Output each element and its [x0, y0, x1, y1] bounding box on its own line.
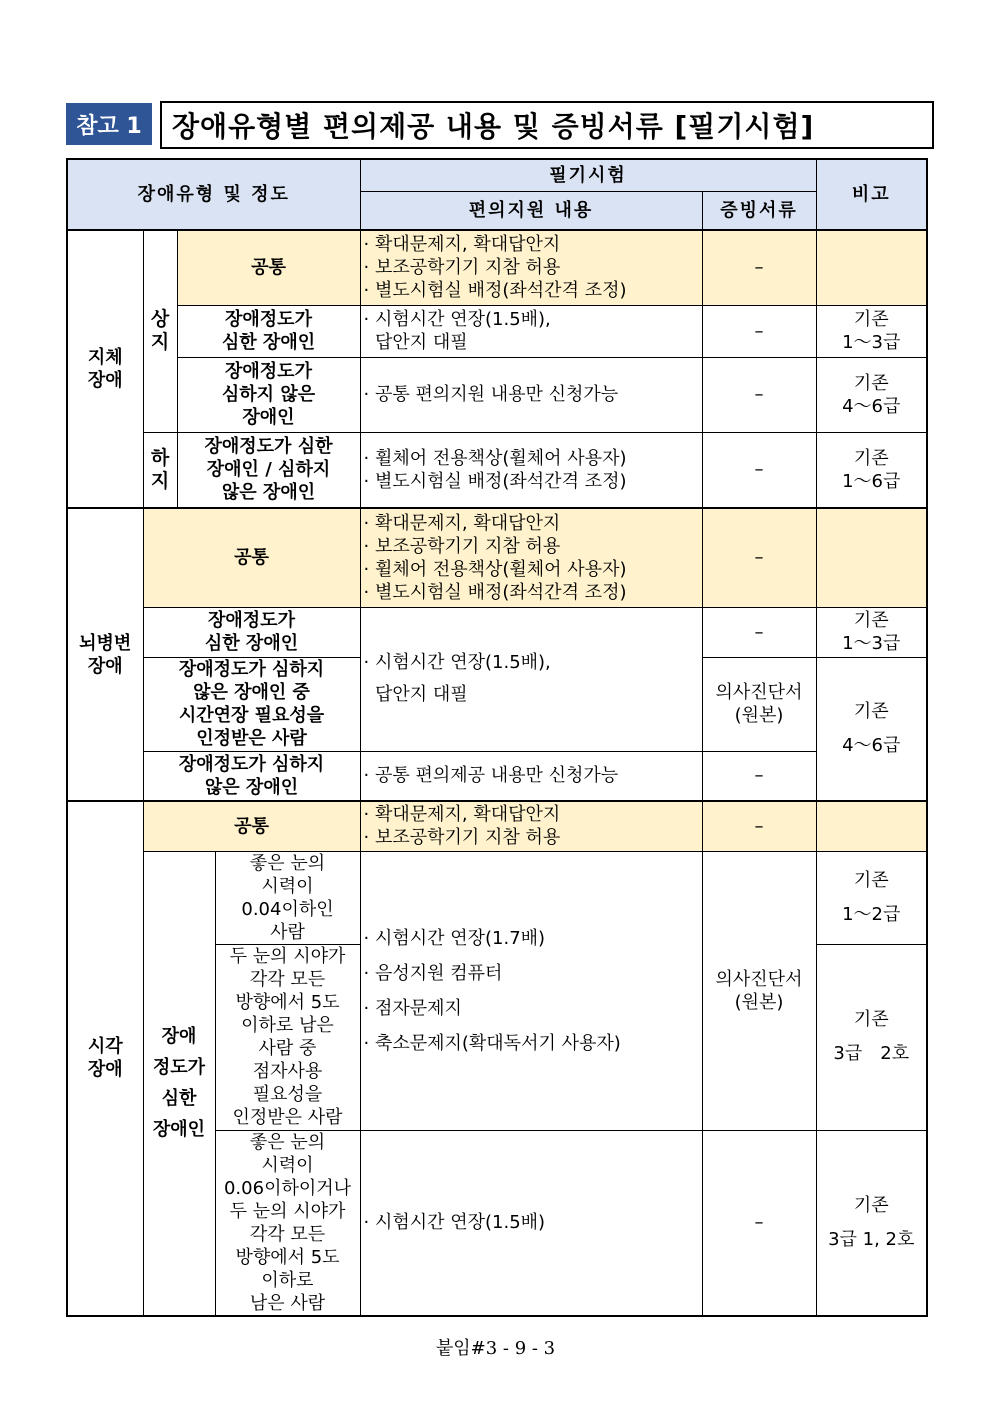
- brain-extension-label: 장애정도가 심하지 않은 장애인 중 시간연장 필요성을 인정받은 사람: [143, 657, 360, 751]
- brain-common-items: [360, 508, 702, 607]
- list-item: · 점자문제지: [363, 997, 462, 1019]
- physical-lower-docs: –: [702, 432, 816, 508]
- header-type: 장애유형 및 정도: [67, 159, 360, 230]
- physical-common-label: 공통: [177, 230, 360, 305]
- visual-severe-items: [360, 851, 702, 1130]
- page-number: 붙임#3 - 9 - 3: [435, 1338, 556, 1359]
- physical-mild-label: 장애정도가 심하지 않은 장애인: [177, 357, 360, 432]
- list-item: · 음성지원 컴퓨터: [363, 962, 503, 984]
- physical-mild-items: [360, 357, 702, 432]
- brain-mild-remark: 기존 4～6급: [816, 657, 927, 801]
- list-item: · 별도시험실 배정(좌석간격 조정): [363, 581, 627, 603]
- visual-low-vision-remark: 기존 3급 1, 2호: [816, 1130, 927, 1316]
- visual-acuity-label: 좋은 눈의 시력이 0.04이하인 사람: [215, 851, 360, 944]
- visual-common-items: [360, 801, 702, 851]
- list-item: · 확대문제지, 확대답안지: [363, 804, 561, 826]
- lower-limb-label: 하 지: [143, 432, 177, 508]
- visual-acuity-remark: 기존 1～2급: [816, 851, 927, 944]
- list-item: · 공통 편의제공 내용만 신청가능: [363, 765, 619, 787]
- visual-common-label: 공통: [143, 801, 360, 851]
- list-item: 답안지 대필: [363, 684, 468, 705]
- list-item: · 보조공학기기 지참 허용: [363, 257, 561, 279]
- list-item: · 휠체어 전용책상(휠체어 사용자): [363, 447, 627, 469]
- reference-badge: 참고 1: [66, 103, 152, 145]
- list-item: · 휠체어 전용책상(휠체어 사용자): [363, 558, 627, 580]
- brain-extension-items: [360, 607, 702, 751]
- list-item: · 공통 편의지원 내용만 신청가능: [363, 384, 619, 405]
- visual-low-vision-items: [360, 1130, 702, 1316]
- brain-mild-items: [360, 751, 702, 801]
- brain-mild-label: 장애정도가 심하지 않은 장애인: [143, 751, 360, 801]
- visual-low-vision-docs: –: [702, 1130, 816, 1316]
- physical-mild-docs: –: [702, 357, 816, 432]
- list-item: · 별도시험실 배정(좌석간격 조정): [363, 280, 627, 302]
- page-title: 장애유형별 편의제공 내용 및 증빙서류 [필기시험]: [160, 101, 934, 149]
- physical-common-remark: [816, 230, 927, 305]
- physical-lower-items: [360, 432, 702, 508]
- header-docs: 증빙서류: [702, 191, 816, 230]
- visual-severe-docs: 의사진단서 (원본): [702, 851, 816, 1130]
- brain-severe-label: 장애정도가 심한 장애인: [143, 607, 360, 657]
- title-bar: [66, 101, 924, 147]
- brain-common-label: 공통: [143, 508, 360, 607]
- brain-extension-docs: 의사진단서 (원본): [702, 657, 816, 751]
- list-item: · 축소문제지(확대독서기 사용자): [363, 1032, 621, 1054]
- list-item: · 보조공학기기 지참 허용: [363, 827, 561, 849]
- visual-common-remark: [816, 801, 927, 851]
- physical-severe-label: 장애정도가 심한 장애인: [177, 305, 360, 357]
- physical-common-items: [360, 230, 702, 305]
- physical-severe-items: [360, 305, 702, 357]
- brain-common-docs: –: [702, 508, 816, 607]
- brain-severe-remark: 기존 1～3급: [816, 607, 927, 657]
- physical-severe-remark: 기존 1～3급: [816, 305, 927, 357]
- physical-label: 지체 장애: [67, 230, 143, 508]
- upper-limb-label: 상 지: [143, 230, 177, 432]
- physical-lower-remark: 기존 1～6급: [816, 432, 927, 508]
- physical-lower-label: 장애정도가 심한 장애인 / 심하지 않은 장애인: [177, 432, 360, 508]
- accommodation-table: [66, 158, 928, 1317]
- list-item: · 시험시간 연장(1.5배): [363, 1212, 546, 1233]
- brain-label: 뇌병변 장애: [67, 508, 143, 801]
- header-remark: 비고: [816, 159, 927, 230]
- header-support: 편의지원 내용: [360, 191, 702, 230]
- list-item: · 시험시간 연장(1.5배),: [363, 309, 551, 330]
- brain-severe-docs: –: [702, 607, 816, 657]
- physical-mild-remark: 기존 4～6급: [816, 357, 927, 432]
- physical-common-docs: –: [702, 230, 816, 305]
- visual-field-label: 두 눈의 시야가 각각 모든 방향에서 5도 이하로 남은 사람 중 점자사용 필요성을 인정받은 사람: [215, 944, 360, 1130]
- visual-field-remark: 기존 3급 2호: [816, 944, 927, 1130]
- visual-severe-label: 장애 정도가 심한 장애인: [143, 851, 215, 1316]
- physical-severe-docs: –: [702, 305, 816, 357]
- brain-common-remark: [816, 508, 927, 607]
- list-item: · 확대문제지, 확대답안지: [363, 234, 561, 256]
- visual-label: 시각 장애: [67, 801, 143, 1316]
- header-exam: 필기시험: [360, 159, 816, 191]
- list-item: · 시험시간 연장(1.7배): [363, 927, 546, 949]
- visual-common-docs: –: [702, 801, 816, 851]
- visual-low-vision-label: 좋은 눈의 시력이 0.06이하이거나 두 눈의 시야가 각각 모든 방향에서 5도 이하로 남은 사람: [215, 1130, 360, 1316]
- list-item: · 별도시험실 배정(좌석간격 조정): [363, 470, 627, 492]
- list-item: · 시험시간 연장(1.5배),: [363, 652, 551, 673]
- list-item: · 보조공학기기 지참 허용: [363, 535, 561, 557]
- brain-mild-docs: –: [702, 751, 816, 801]
- list-item: · 확대문제지, 확대답안지: [363, 512, 561, 534]
- list-item: 답안지 대필: [363, 332, 468, 353]
